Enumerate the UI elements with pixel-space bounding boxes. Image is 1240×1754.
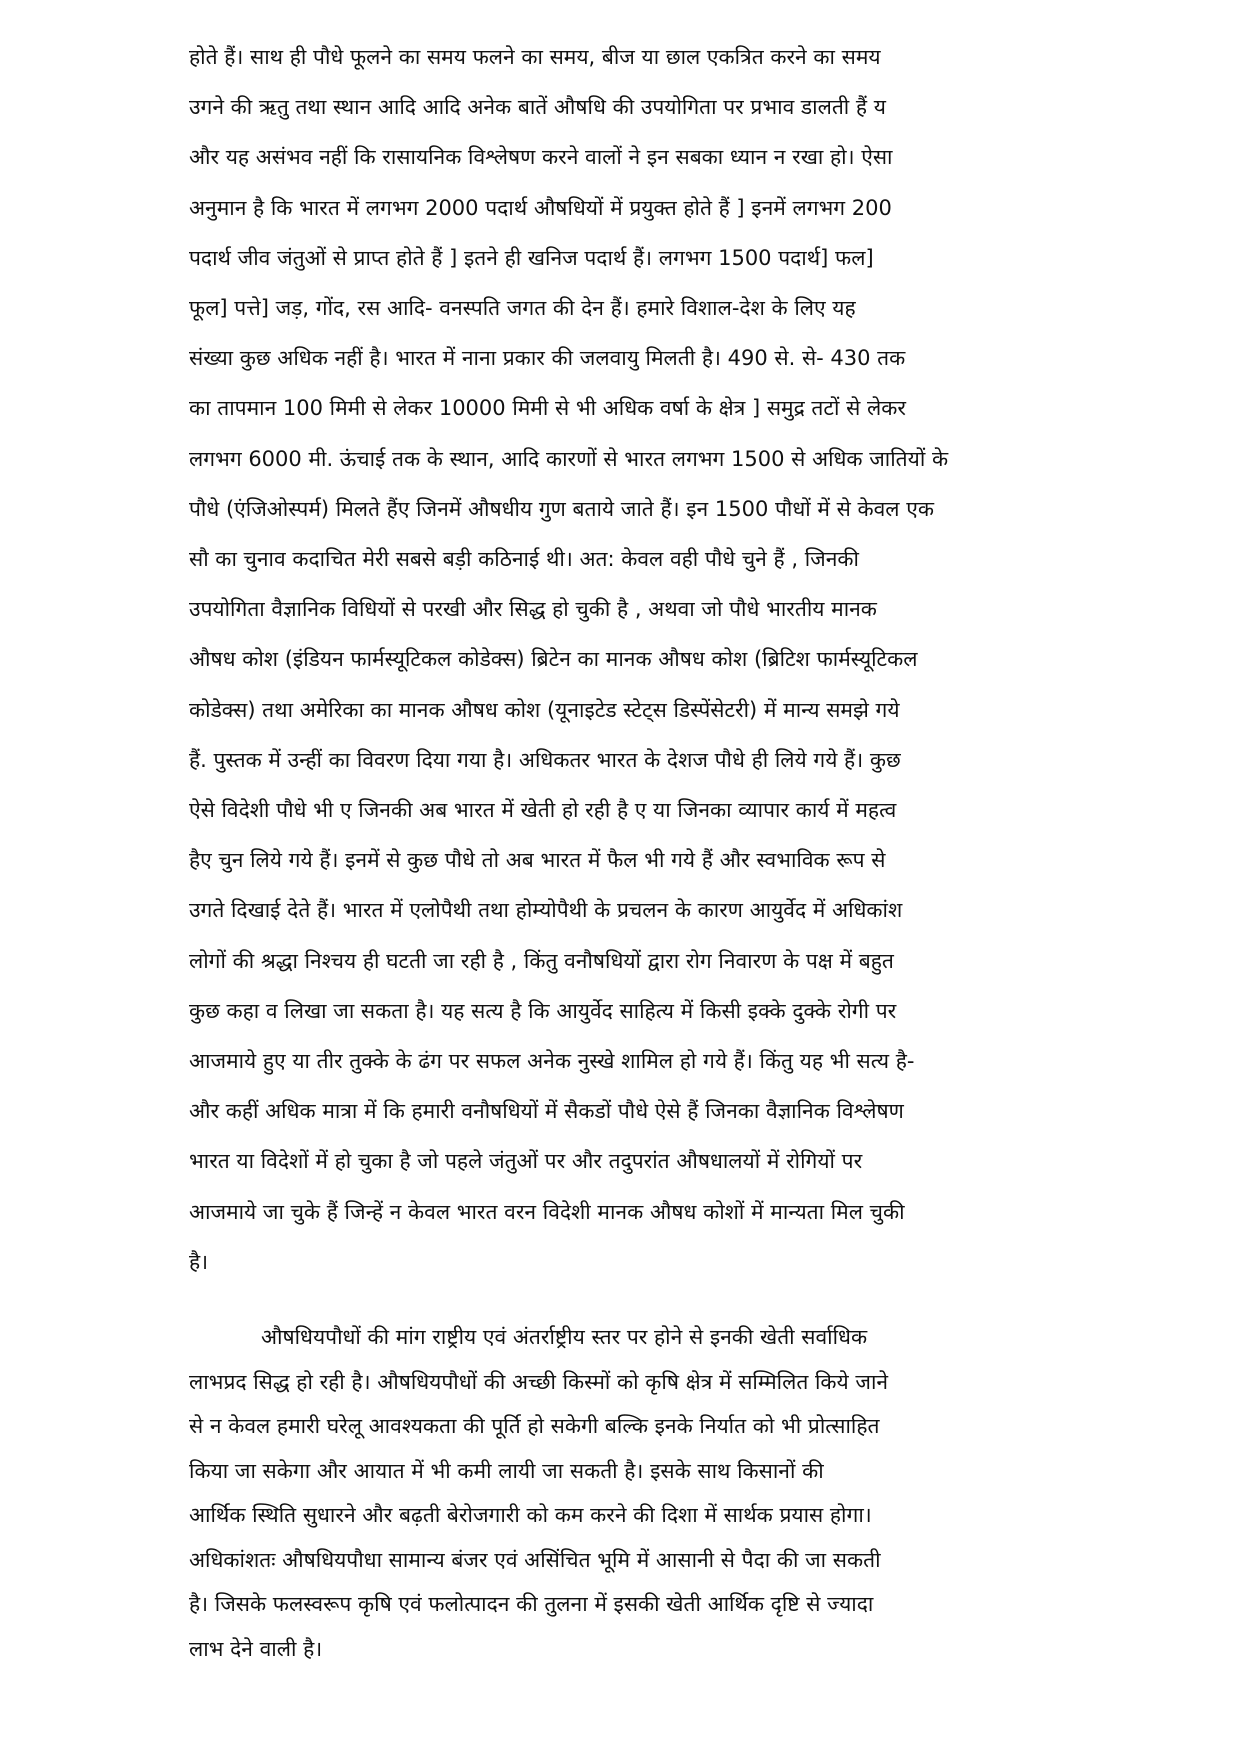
text-line: का तापमान 100 मिमी से लेकर 10000 मिमी से भी अधिक वर्षा के क्षेत्र ] समुद्र तटों से लेकर xyxy=(189,396,906,421)
paragraph-cultivation-benefits xyxy=(189,1315,1059,1671)
text-line: आजमाये जा चुके हैं जिन्हें न केवल भारत वरन विदेशी मानक औषध कोशों में मान्यता मिल चुकी xyxy=(189,1199,905,1224)
text-line: लाभप्रद सिद्ध हो रही है। औषधियपौधों की अच्छी किस्मों को कृषि क्षेत्र में सम्मिलित किये जाने xyxy=(189,1369,889,1394)
text-line: होते हैं। साथ ही पौधे फूलने का समय फलने का समय, बीज या छाल एकत्रित करने का समय xyxy=(189,45,881,69)
text-line: है। xyxy=(189,1249,209,1274)
text-line: औषध कोश (इंडियन फार्मस्यूटिकल कोडेक्स) ब्रिटेन का मानक औषध कोश (ब्रिटिश फार्मस्यूटिकल xyxy=(189,647,918,672)
paragraph-medicinal-plants-overview xyxy=(189,32,1059,1287)
text-line: फूल] पत्ते] जड़, गोंद, रस आदि- वनस्पति जगत की देन हैं। हमारे विशाल-देश के लिए यह xyxy=(189,296,856,321)
text-line: लगभग 6000 मी. ऊंचाई तक के स्थान, आदि कारणों से भारत लगभग 1500 से अधिक जातियों के xyxy=(189,446,949,471)
text-line: और यह असंभव नहीं कि रासायनिक विश्लेषण करने वालों ने इन सबका ध्यान न रखा हो। ऐसा xyxy=(189,145,893,170)
text-line: उगते दिखाई देते हैं। भारत में एलोपैथी तथा होम्योपैथी के प्रचलन के कारण आयुर्वेद में अधिकांश xyxy=(189,898,903,923)
text-line: हैं. पुस्तक में उन्हीं का विवरण दिया गया है। अधिकतर भारत के देशज पौधे ही लिये गये हैं। कुछ xyxy=(189,747,901,772)
text-line: आर्थिक स्थिति सुधारने और बढ़ती बेरोजगारी को कम करने की दिशा में सार्थक प्रयास होगा। xyxy=(189,1503,872,1528)
document-page xyxy=(189,32,1059,1671)
text-line: संख्या कुछ अधिक नहीं है। भारत में नाना प्रकार की जलवायु मिलती है। 490 से. से- 430 तक xyxy=(189,346,906,371)
text-line: ऐसे विदेशी पौधे भी ए जिनकी अब भारत में खेती हो रही है ए या जिनका व्यापार कार्य में महत्व xyxy=(189,798,897,823)
text-line: भारत या विदेशों में हो चुका है जो पहले जंतुओं पर और तदुपरांत औषधालयों में रोगियों पर xyxy=(189,1149,863,1174)
text-line: आजमाये हुए या तीर तुक्के के ढंग पर सफल अनेक नुस्खे शामिल हो गये हैं। किंतु यह भी सत्य है- xyxy=(189,1049,915,1074)
text-line: किया जा सकेगा और आयात में भी कमी लायी जा सकती है। इसके साथ किसानों की xyxy=(189,1458,824,1483)
text-line: औषधियपौधों की मांग राष्ट्रीय एवं अंतर्राष्ट्रीय स्तर पर होने से इनकी खेती सर्वाधिक xyxy=(261,1325,868,1350)
text-line: कुछ कहा व लिखा जा सकता है। यह सत्य है कि आयुर्वेद साहित्य में किसी इक्के दुक्के रोगी पर xyxy=(189,998,897,1023)
text-line: पौधे (एंजिओस्पर्म) मिलते हैंए जिनमें औषधीय गुण बताये जाते हैं। इन 1500 पौधों में से केवल एक xyxy=(189,496,934,521)
text-line: लोगों की श्रद्धा निश्चय ही घटती जा रही है , किंतु वनौषधियों द्वारा रोग निवारण के पक्ष में बहुत xyxy=(189,948,894,973)
text-line: अधिकांशतः औषधियपौधा सामान्य बंजर एवं असिंचित भूमि में आसानी से पैदा की जा सकती xyxy=(189,1547,881,1572)
text-line: पदार्थ जीव जंतुओं से प्राप्त होते हैं ] इतने ही खनिज पदार्थ हैं। लगभग 1500 पदार्थ] फल] xyxy=(189,245,874,270)
text-line: सौ का चुनाव कदाचित मेरी सबसे बड़ी कठिनाई थी। अत: केवल वही पौधे चुने हैं , जिनकी xyxy=(189,547,859,572)
text-line: अनुमान है कि भारत में लगभग 2000 पदार्थ औषधियों में प्रयुक्त होते हैं ] इनमें लगभग 200 xyxy=(189,195,892,220)
text-line: से न केवल हमारी घरेलू आवश्यकता की पूर्ति हो सकेगी बल्कि इनके निर्यात को भी प्रोत्साहित xyxy=(189,1414,880,1439)
text-line: कोडेक्स) तथा अमेरिका का मानक औषध कोश (यूनाइटेड स्टेट्स डिस्पेंसेटरी) में मान्य समझे गये xyxy=(189,697,900,722)
text-line: उगने की ऋतु तथा स्थान आदि आदि अनेक बातें औषधि की उपयोगिता पर प्रभाव डालती हैं य xyxy=(189,95,886,120)
text-line: हैए चुन लिये गये हैं। इनमें से कुछ पौधे तो अब भारत में फैल भी गये हैं और स्वभाविक रूप से xyxy=(189,848,886,873)
text-line: है। जिसके फलस्वरूप कृषि एवं फलोत्पादन की तुलना में इसकी खेती आर्थिक दृष्टि से ज्यादा xyxy=(189,1592,874,1617)
text-line: उपयोगिता वैज्ञानिक विधियों से परखी और सिद्ध हो चुकी है , अथवा जो पौधे भारतीय मानक xyxy=(189,597,877,622)
text-line: लाभ देने वाली है। xyxy=(189,1636,323,1661)
text-line: और कहीं अधिक मात्रा में कि हमारी वनौषधियों में सैकडों पौधे ऐसे हैं जिनका वैज्ञानिक विश्लेषण xyxy=(189,1099,904,1124)
